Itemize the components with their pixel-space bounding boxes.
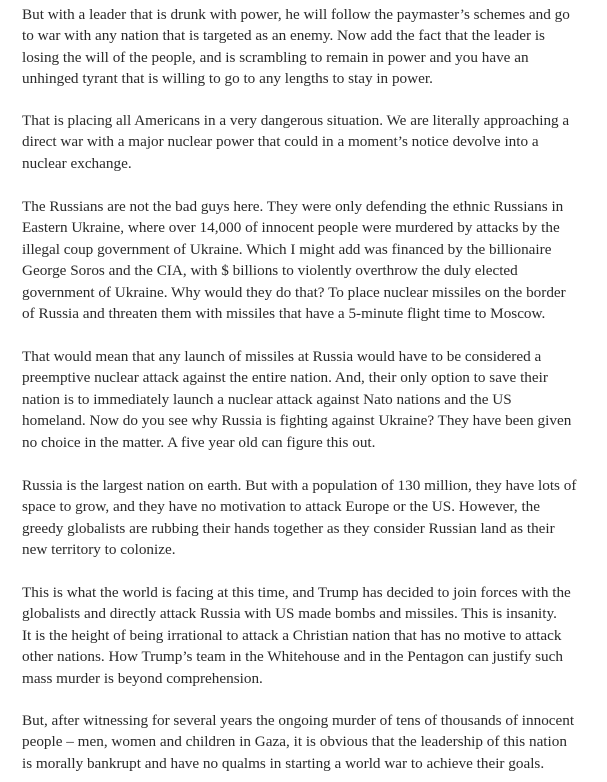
paragraph-line: greedy globalists are rubbing their hands together as they consider Russian land as their [22,519,555,537]
paragraph-line: direct war with a major nuclear power that could in a moment’s notice devolve into a [22,133,539,151]
paragraph-line: nuclear exchange. [22,154,132,172]
paragraph-line: mass murder is beyond comprehension. [22,669,263,687]
paragraph-line: The Russians are not the bad guys here. They were only defending the ethnic Russians in [22,198,564,215]
paragraph-line: new territory to colonize. [22,541,176,559]
paragraph-line: government of Ukraine. Why would they do that? To place nuclear missiles on the border [22,283,566,301]
paragraph-line: That would mean that any launch of missiles at Russia would have to be considered a [22,348,542,365]
paragraph-line: Russia is the largest nation on earth. But with a population of 130 million, they have lots of [22,477,577,494]
paragraph [22,710,574,774]
paragraph-line: But, after witnessing for several years the ongoing murder of tens of thousands of innocent [22,712,575,729]
paragraph-line: unhinged tyrant that is willing to go to any lengths to stay in power. [22,70,433,88]
paragraph-line: That is placing all Americans in a very dangerous situation. We are literally approaching a [22,112,570,129]
paragraph [22,196,566,324]
paragraph [22,475,576,561]
paragraph-line: This is what the world is facing at this time, and Trump has decided to join forces with the [22,584,571,601]
paragraph-line: George Soros and the CIA, with $ billions to violently overthrow the duly elected [22,262,518,280]
paragraph [22,346,571,453]
paragraph-line: no choice in the matter. A five year old can figure this out. [22,433,376,451]
paragraph-line: nation is to immediately launch a nuclear attack against Nato nations and the US [22,390,512,408]
paragraph-line: space to grow, and they have no motivation to attack Europe or the US. However, the [22,498,541,516]
paragraph-line: homeland. Now do you see why Russia is fighting against Ukraine? They have been given [22,412,572,430]
paragraph-line: of Russia and threaten them with missiles that have a 5-minute flight time to Moscow. [22,305,546,323]
paragraph-line: losing the will of the people, and is scrambling to remain in power and you have an [22,48,529,66]
paragraph-line: to war with any nation that is targeted as an enemy. Now add the fact that the leader is [22,27,545,45]
paragraph [22,4,570,90]
paragraph [22,110,569,174]
paragraph-line: preemptive nuclear attack against the entire nation. And, their only option to save their [22,369,548,387]
paragraph-line: is morally bankrupt and have no qualms in starting a world war to achieve their goals. [22,754,545,772]
paragraph-line: It is the height of being irrational to attack a Christian nation that has no motive to attack [22,626,562,644]
paragraph-line: globalists and directly attack Russia with US made bombs and missiles. This is insanity. [22,605,557,623]
paragraph [22,582,571,689]
paragraph-line: Eastern Ukraine, where over 14,000 of innocent people were murdered by attacks by the [22,219,560,237]
paragraph-line: other nations. How Trump’s team in the Whitehouse and in the Pentagon can justify such [22,648,563,666]
paragraph-line: illegal coup government of Ukraine. Which I might add was financed by the billionaire [22,240,552,258]
paragraph-line: people – men, women and children in Gaza, it is obvious that the leadership of this nation [22,733,567,751]
paragraph-line: But with a leader that is drunk with power, he will follow the paymaster’s schemes and go [22,6,570,23]
